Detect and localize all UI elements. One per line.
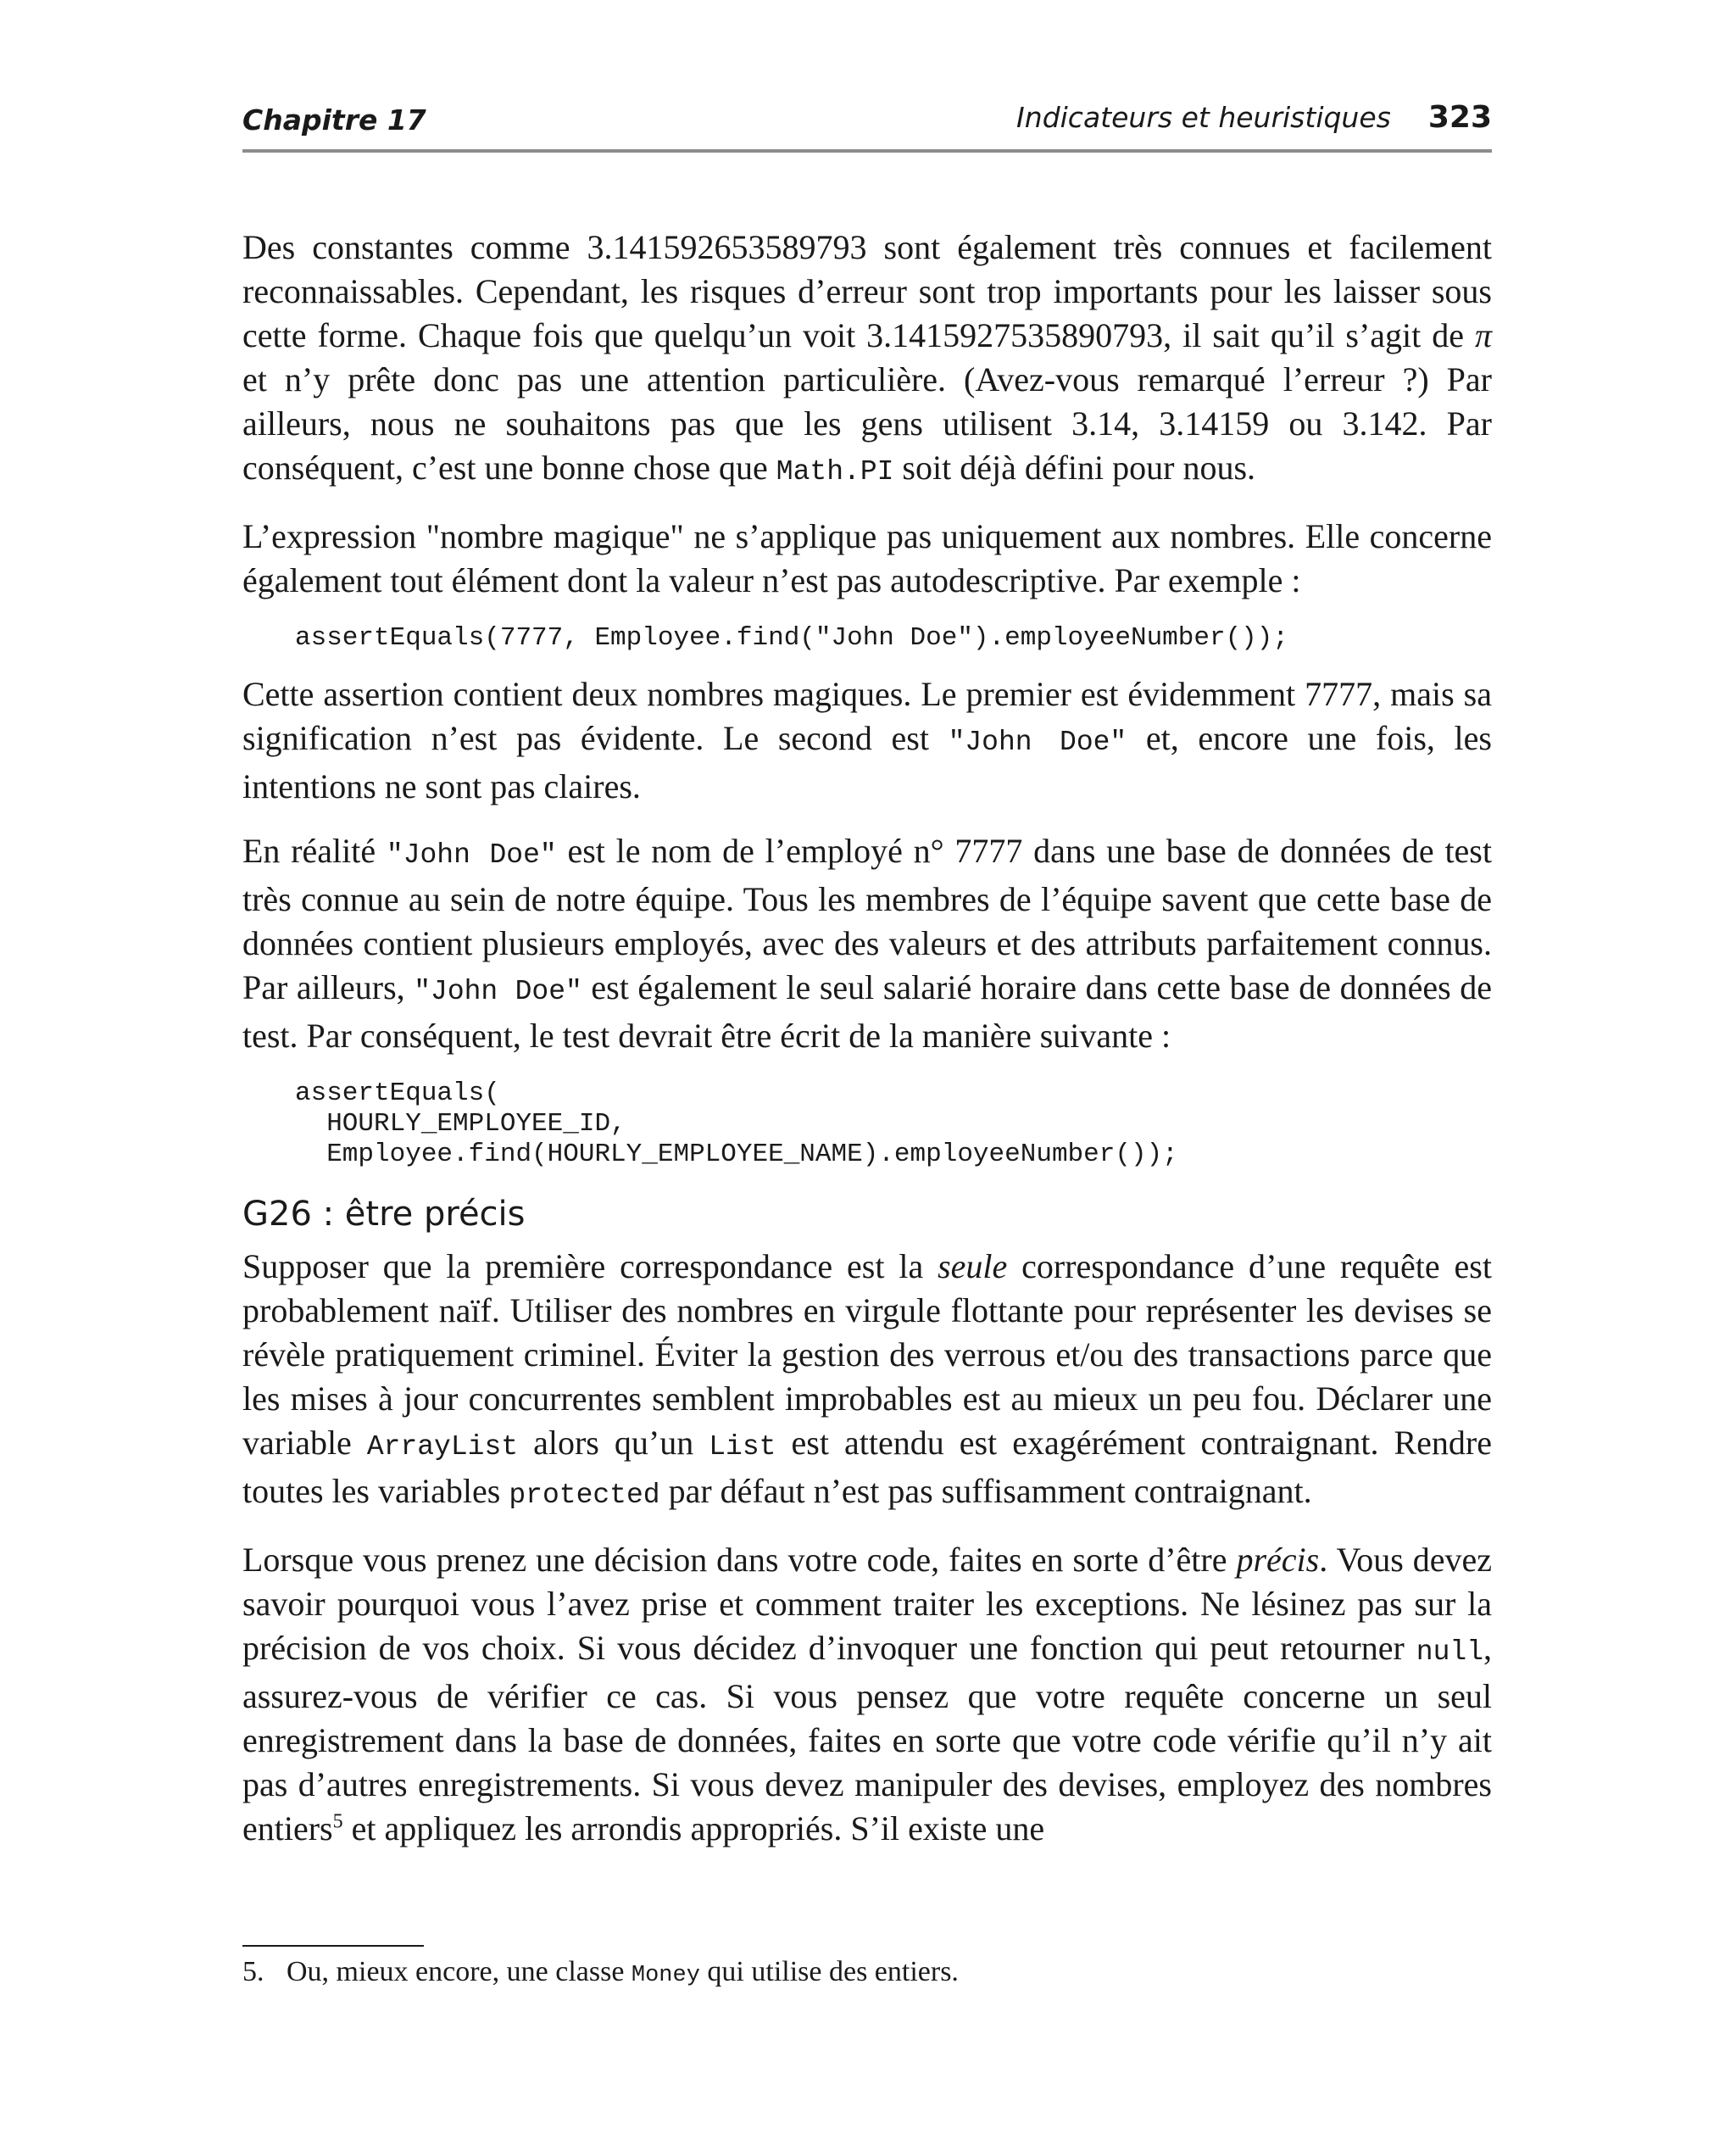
code-block-hourly-employee: assertEquals( HOURLY_EMPLOYEE_ID, Employee.find(HOURLY_EMPLOYEE_NAME).employeeNumber()); [295, 1078, 1178, 1169]
paragraph-assertion: Cette assertion contient deux nombres magiques. Le premier est évidemment 7777, mais sa signification n’est pas évidente. Le second est "John Doe" et, encore une fois, les intentions ne sont pas claires. [242, 675, 1492, 805]
inline-code: "John Doe" [386, 839, 557, 871]
inline-code: ArrayList [366, 1431, 519, 1463]
footnote-rule [242, 1945, 424, 1947]
paragraph-supposer: Supposer que la première correspondance est la seule correspondance d’une requête est probablement naïf. Utiliser des nombres en virgule flottante pour représenter les devises se révèle pratiquement criminel. Éviter la gestion des verrous et/ou des transactions parce que les mises à jour concurrentes semblent improbables est au mieux un peu fou. Déclarer une variable ArrayList alors qu’un List est attendu est exagérément contraignant. Rendre toutes les variables protected par défaut n’est pas suffisamment contraignant. [242, 1247, 1492, 1511]
chapter-label: Chapitre 17 [242, 103, 426, 137]
footnote: 5. Ou, mieux encore, une classe Money qui utilise des entiers. [242, 1953, 1492, 1994]
inline-code: protected [509, 1480, 660, 1511]
inline-code: List [709, 1431, 776, 1463]
page-number: 323 [1427, 100, 1492, 135]
inline-code: "John Doe" [414, 976, 582, 1007]
paragraph-pi-constant: Des constantes comme 3.141592653589793 sont également très connues et facilement reconnaissables. Cependant, les risques d’erreur sont trop importants pour les laisser sous cette forme. Chaque fois que quelqu’un voit 3.1415927535890793, il sait qu’il s’agit de π et n’y prête donc pas une attention particulière. (Avez-vous remarqué l’erreur ?) Par ailleurs, nous ne souhaitons pas que les gens utilisent 3.14, 3.14159 ou 3.142. Par conséquent, c’est une bonne chose que Math.PI soit déjà défini pour nous. [242, 228, 1492, 488]
paragraph-decision: Lorsque vous prenez une décision dans votre code, faites en sorte d’être précis. Vous devez savoir pourquoi vous l’avez prise et comment traiter les exceptions. Ne lésinez pas sur la précision de vos choix. Si vous décidez d’invoquer une fonction qui peut retourner null, assurez-vous de vérifier ce cas. Si vous pensez que votre requête concerne un seul enregistrement dans la base de données, faites en sorte que votre code vérifie qu’il n’y ait pas d’autres enregistrements. Si vous devez manipuler des devises, employez des nombres entiers$^5$ et appliquez les arrondis appropriés. S’il existe une [242, 1541, 1492, 1847]
inline-code: "John Doe" [948, 727, 1127, 758]
page-body [242, 226, 1492, 1871]
running-header [242, 100, 1492, 139]
header-rule [242, 149, 1492, 153]
footnote-number: 5. [242, 1956, 264, 1987]
section-title: Indicateurs et heuristiques [1016, 101, 1391, 134]
paragraph-magic-number: L’expression "nombre magique" ne s’applique pas uniquement aux nombres. Elle concerne également tout élément dont la valeur n’est pas autodescriptive. Par exemple : [242, 517, 1492, 599]
emphasis: seule [938, 1247, 1008, 1285]
pi-symbol: π [1474, 316, 1492, 354]
emphasis: précis [1236, 1541, 1320, 1579]
code-block-assert: assertEquals(7777, Employee.find("John Doe").employeeNumber()); [295, 623, 1288, 653]
paragraph-john-doe: En réalité "John Doe" est le nom de l’employé n° 7777 dans une base de données de test très connue au sein de notre équipe. Tous les membres de l’équipe savent que cette base de données contient plusieurs employés, avec des valeurs et des attributs parfaitement connus. Par ailleurs, "John Doe" est également le seul salarié horaire dans cette base de données de test. Par conséquent, le test devrait être écrit de la manière suivante : [242, 832, 1492, 1055]
inline-code: Money [631, 1963, 700, 1988]
section-heading-g26: G26 : être précis [242, 1195, 526, 1234]
header-right [1016, 100, 1492, 135]
footnote-reference[interactable]: 5 [332, 1810, 343, 1833]
inline-code: Math.PI [776, 456, 894, 488]
inline-code: null [1416, 1636, 1483, 1668]
